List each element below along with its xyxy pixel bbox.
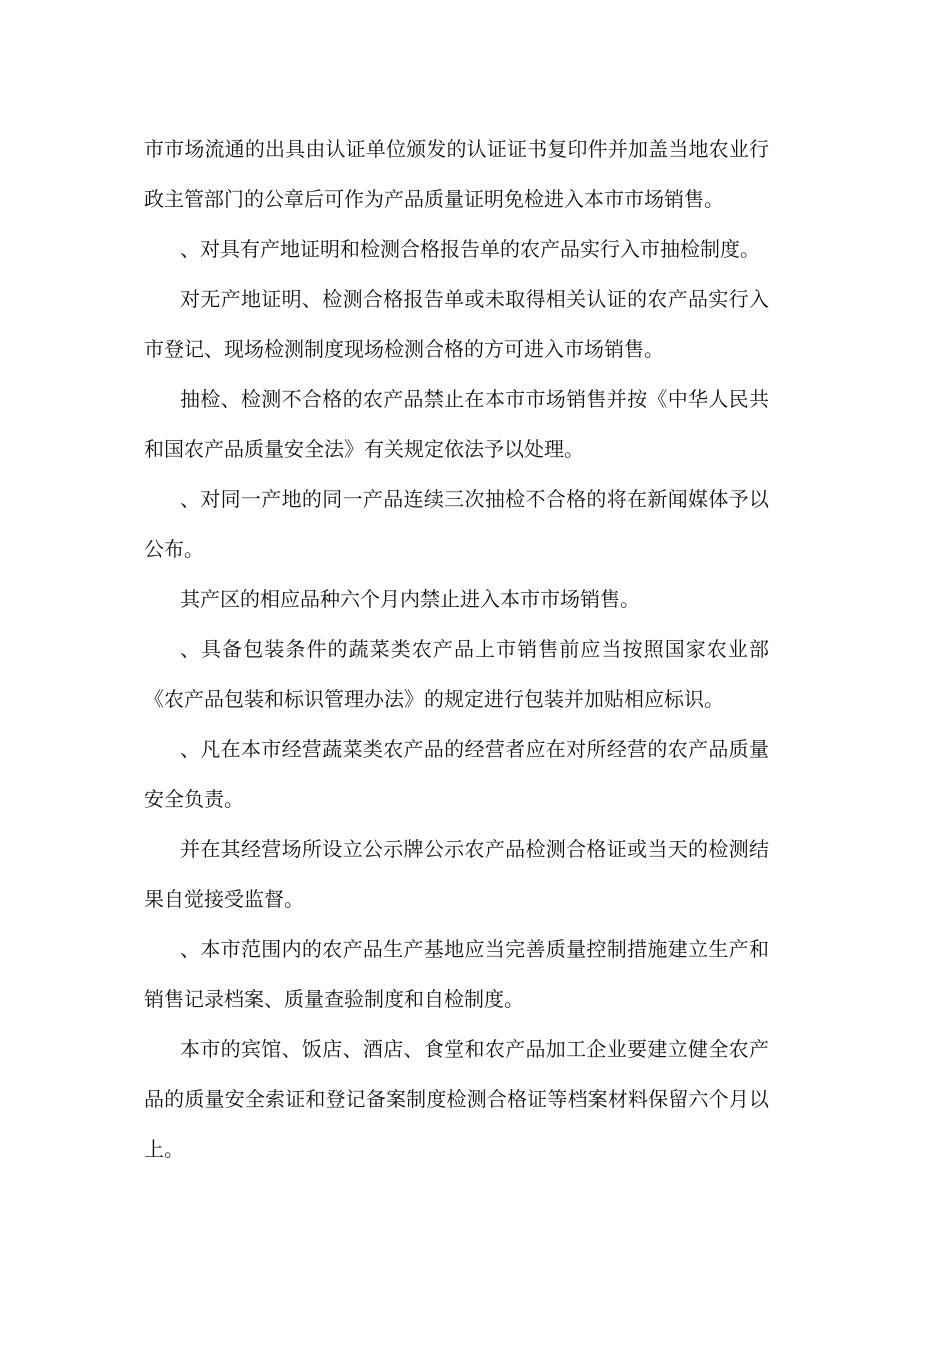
paragraph-9: 并在其经营场所设立公示牌公示农产品检测合格证或当天的检测结果自觉接受监督。 [144,837,769,911]
paragraph-5: 、对同一产地的同一产品连续三次抽检不合格的将在新闻媒体予以公布。 [144,487,769,561]
paragraph-10: 、本市范围内的农产品生产基地应当完善质量控制措施建立生产和销售记录档案、质量查验制度和自检制度。 [144,937,769,1011]
paragraph-4: 抽检、检测不合格的农产品禁止在本市市场销售并按《中华人民共和国农产品质量安全法》有关规定依法予以处理。 [144,387,769,461]
paragraph-2: 、对具有产地证明和检测合格报告单的农产品实行入市抽检制度。 [180,237,760,261]
paragraph-7: 、具备包装条件的蔬菜类农产品上市销售前应当按照国家农业部《农产品包装和标识管理办法》的规定进行包装并加贴相应标识。 [144,637,769,711]
paragraph-11: 本市的宾馆、饭店、酒店、食堂和农产品加工企业要建立健全农产品的质量安全索证和登记备案制度检测合格证等档案材料保留六个月以上。 [144,1037,769,1161]
document-body [144,124,769,1174]
paragraph-6: 其产区的相应品种六个月内禁止进入本市市场销售。 [180,587,640,611]
paragraph-3: 对无产地证明、检测合格报告单或未取得相关认证的农产品实行入市登记、现场检测制度现场检测合格的方可进入市场销售。 [144,287,769,361]
paragraph-8: 、凡在本市经营蔬菜类农产品的经营者应在对所经营的农产品质量安全负责。 [144,737,769,811]
paragraph-1: 市市场流通的出具由认证单位颁发的认证证书复印件并加盖当地农业行政主管部门的公章后可作为产品质量证明免检进入本市市场销售。 [144,137,769,211]
